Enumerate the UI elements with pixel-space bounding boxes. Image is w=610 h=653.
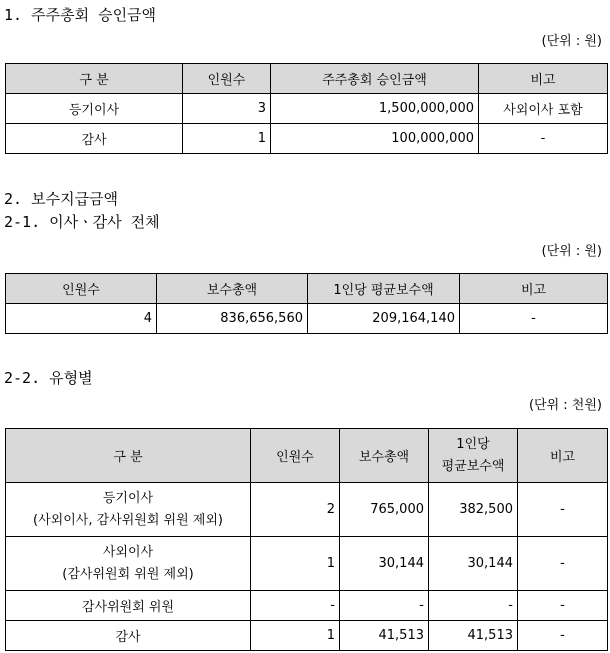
section2-1-heading: 2-1. 이사ㆍ감사 전체 [4, 213, 160, 231]
approval-amount-table [5, 63, 608, 154]
table-header-row [6, 274, 608, 304]
table-row [6, 591, 608, 621]
header-category: 구 분 [6, 429, 251, 483]
cell-average: 41,513 [429, 621, 518, 651]
cell-note: - [518, 591, 608, 621]
cell-note: - [460, 304, 608, 334]
header-count: 인원수 [251, 429, 340, 483]
cell-count: 3 [183, 94, 271, 124]
section2-2-unit-label: (단위 : 천원) [528, 398, 602, 413]
cell-category: 사외이사 (감사위원회 위원 제외) [6, 537, 251, 591]
header-note: 비고 [460, 274, 608, 304]
header-total: 보수총액 [340, 429, 429, 483]
cell-category: 감사위원회 위원 [6, 591, 251, 621]
section1-heading: 1. 주주총회 승인금액 [4, 6, 157, 24]
cell-average: 30,144 [429, 537, 518, 591]
cell-note: 사외이사 포함 [479, 94, 608, 124]
cell-count: 1 [183, 124, 271, 154]
table-row [6, 621, 608, 651]
table-row [6, 94, 608, 124]
header-approved-amount: 주주총회 승인금액 [271, 64, 479, 94]
cell-average: 209,164,140 [308, 304, 460, 334]
cell-total: 30,144 [340, 537, 429, 591]
cell-count: 2 [251, 483, 340, 537]
total-compensation-table [5, 273, 608, 334]
cell-category: 등기이사 (사외이사, 감사위원회 위원 제외) [6, 483, 251, 537]
cell-average: 382,500 [429, 483, 518, 537]
cell-category: 감사 [6, 621, 251, 651]
table-header-row [6, 64, 608, 94]
header-count: 인원수 [6, 274, 157, 304]
cell-note: - [518, 483, 608, 537]
cell-note: - [479, 124, 608, 154]
cell-count: 1 [251, 621, 340, 651]
cell-count: - [251, 591, 340, 621]
cell-note: - [518, 621, 608, 651]
table-row [6, 537, 608, 591]
header-note: 비고 [518, 429, 608, 483]
compensation-by-type-table [5, 428, 608, 651]
section2-heading: 2. 보수지급금액 [4, 190, 119, 208]
header-average: 1인당 평균보수액 [308, 274, 460, 304]
header-count: 인원수 [183, 64, 271, 94]
table-row [6, 304, 608, 334]
cell-category: 등기이사 [6, 94, 183, 124]
cell-total: 836,656,560 [157, 304, 308, 334]
table-row [6, 124, 608, 154]
header-note: 비고 [479, 64, 608, 94]
cell-amount: 100,000,000 [271, 124, 479, 154]
header-category: 구 분 [6, 64, 183, 94]
cell-total: 41,513 [340, 621, 429, 651]
cell-average: - [429, 591, 518, 621]
table-header-row [6, 429, 608, 483]
cell-total: - [340, 591, 429, 621]
header-total: 보수총액 [157, 274, 308, 304]
cell-category: 감사 [6, 124, 183, 154]
section2-2-heading: 2-2. 유형별 [4, 369, 93, 387]
cell-count: 1 [251, 537, 340, 591]
table-row [6, 483, 608, 537]
section1-unit-label: (단위 : 원) [541, 34, 602, 49]
section2-1-unit-label: (단위 : 원) [541, 244, 602, 259]
cell-amount: 1,500,000,000 [271, 94, 479, 124]
cell-total: 765,000 [340, 483, 429, 537]
cell-count: 4 [6, 304, 157, 334]
cell-note: - [518, 537, 608, 591]
header-average: 1인당 평균보수액 [429, 429, 518, 483]
